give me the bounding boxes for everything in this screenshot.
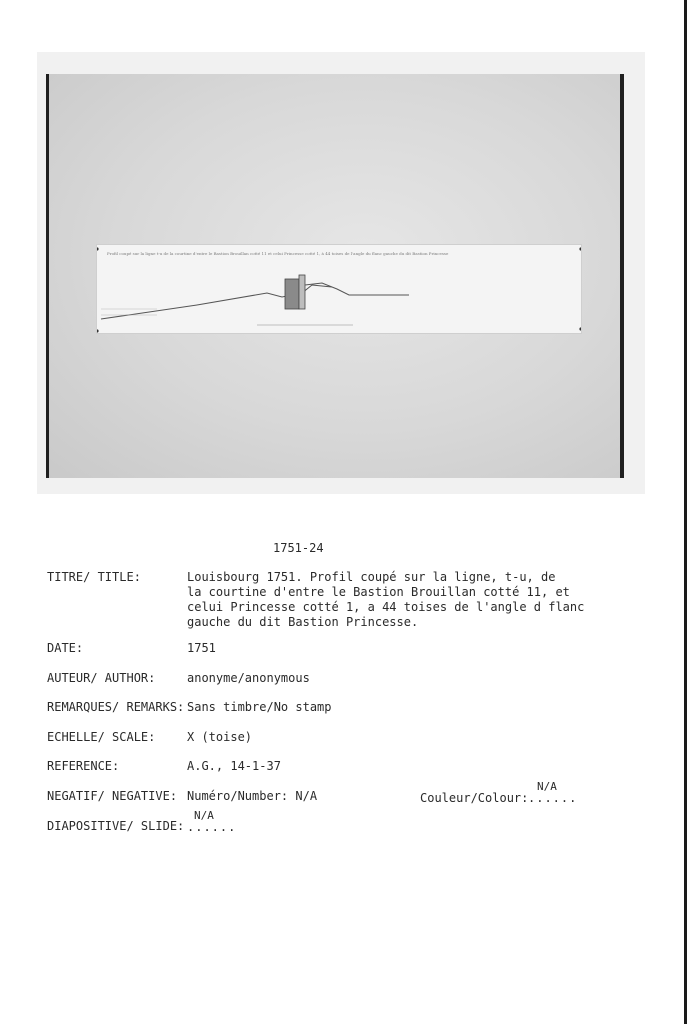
photo-frame-left — [46, 74, 49, 478]
scale-value: X (toise) — [187, 730, 253, 744]
date-label: DATE: — [47, 641, 84, 655]
title-line-4: gauche du dit Bastion Princesse. — [187, 615, 419, 629]
slide-label: DIAPOSITIVE/ SLIDE: — [47, 819, 185, 833]
title-line-1: Louisbourg 1751. Profil coupé sur la ligne, t-u, de — [187, 570, 556, 584]
scale-label: ECHELLE/ SCALE: — [47, 730, 156, 744]
colour-value: N/A — [537, 780, 557, 793]
title-label: TITRE/ TITLE: — [47, 570, 141, 584]
slide-value: N/A — [194, 809, 214, 822]
reference-label: REFERENCE: — [47, 759, 120, 773]
reference-value: A.G., 14-1-37 — [187, 759, 281, 773]
date-value: 1751 — [187, 641, 216, 655]
archival-photograph — [46, 74, 624, 478]
negative-value: Numéro/Number: N/A — [187, 789, 318, 803]
title-line-2: la courtine d'entre le Bastion Brouillan cotté 11, et — [187, 585, 570, 599]
negative-label: NEGATIF/ NEGATIVE: — [47, 789, 178, 803]
title-line-3: celui Princesse cotté 1, a 44 toises de l'angle d flanc — [187, 600, 585, 614]
photo-frame-right — [620, 74, 624, 478]
slide-dots: ...... — [187, 820, 237, 834]
colour-label: Couleur/Colour: — [420, 791, 529, 805]
remarks-label: REMARQUES/ REMARKS: — [47, 700, 185, 714]
profile-section-svg — [97, 245, 581, 333]
reference-number: 1751-24 — [273, 541, 324, 555]
drawing-caption: Profil coupé sur la ligne t-u de la courtine d'entre le Bastion Brouillan cotté 11 et celui Princesse cotté 1, à 44 toises de l'angle du flanc gauche du dit Bastion Princesse — [107, 251, 449, 256]
author-value: anonyme/anonymous — [187, 671, 310, 685]
remarks-value: Sans timbre/No stamp — [187, 700, 332, 714]
colour-dots: ...... — [528, 791, 578, 805]
author-label: AUTEUR/ AUTHOR: — [47, 671, 156, 685]
fortification-profile-drawing — [96, 244, 582, 334]
